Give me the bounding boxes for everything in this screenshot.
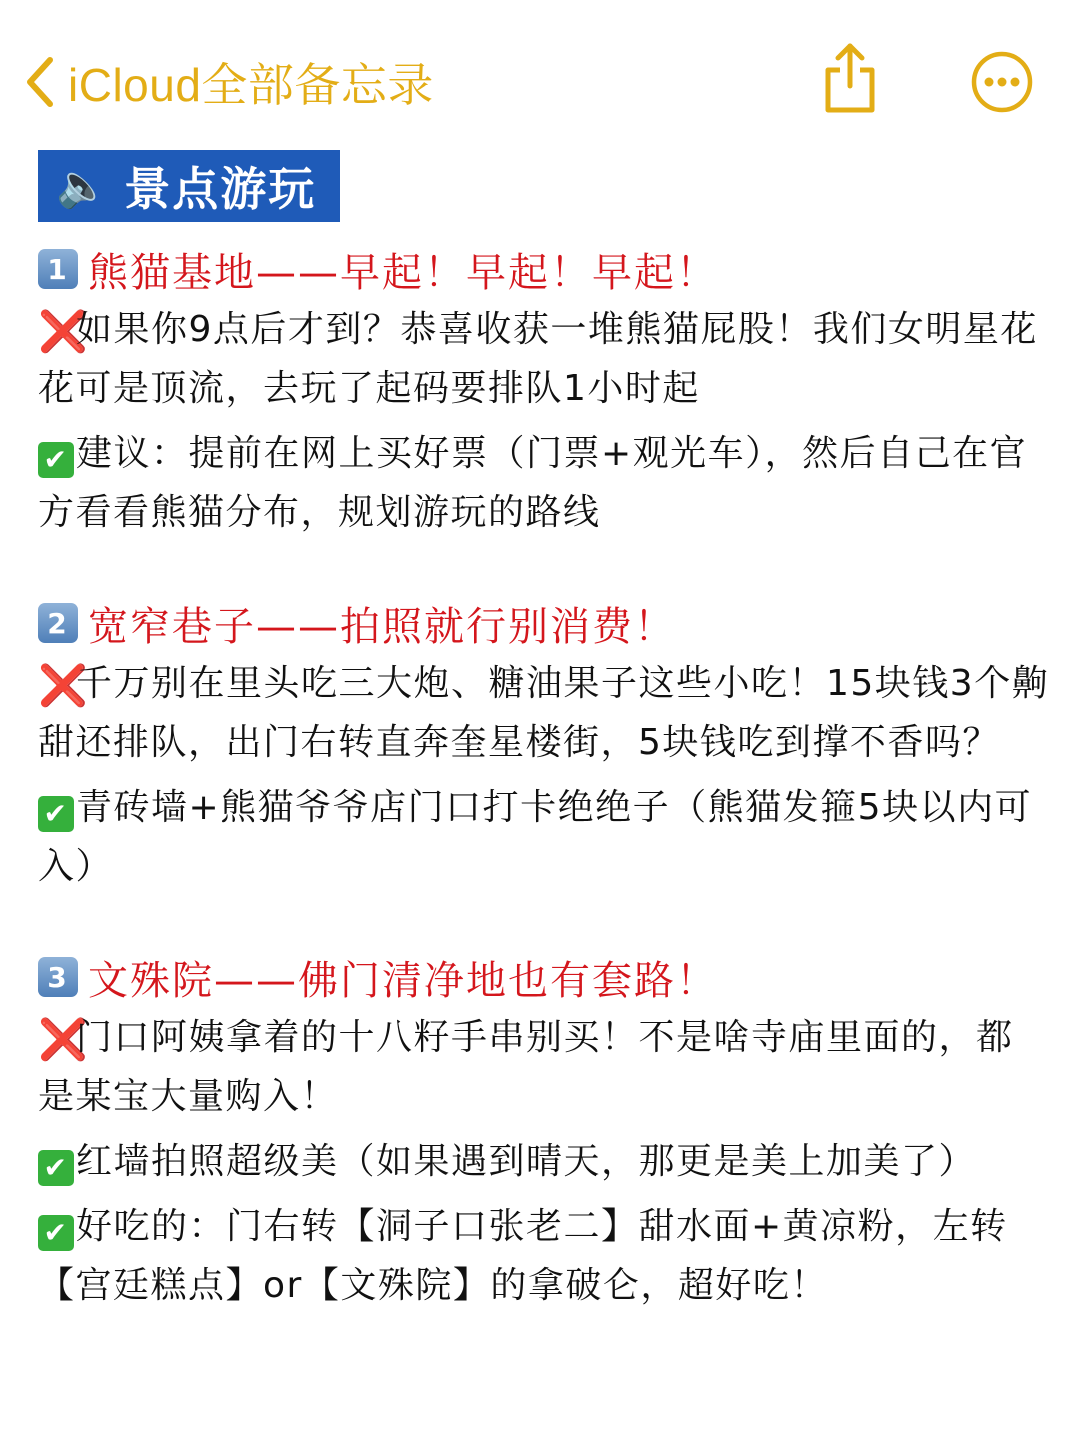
- number-keycap-icon: 1: [38, 249, 78, 289]
- check-mark-icon: ✔: [38, 1215, 74, 1251]
- paragraph-text: 如果你9点后才到？恭喜收获一堆熊猫屁股！我们女明星花花可是顶流，去玩了起码要排队1小时起: [38, 309, 1038, 409]
- attraction-title-text: 熊猫基地——早起！早起！早起！: [88, 249, 718, 296]
- chevron-left-icon: [22, 52, 58, 112]
- tip-paragraph: [38, 778, 1050, 896]
- warning-paragraph: [38, 1008, 1050, 1126]
- attraction-title: [38, 948, 1050, 1006]
- cross-mark-icon: ❌: [38, 309, 90, 355]
- cross-mark-icon: ❌: [38, 663, 90, 709]
- check-mark-icon: ✔: [38, 796, 74, 832]
- more-options-icon[interactable]: [970, 50, 1034, 114]
- section-banner: [38, 150, 340, 222]
- number-keycap-icon: 3: [38, 957, 78, 997]
- attraction-item: [38, 948, 1050, 1315]
- paragraph-text: 青砖墙+熊猫爷爷店门口打卡绝绝子（熊猫发箍5块以内可入）: [38, 787, 1033, 887]
- attraction-item: [38, 594, 1050, 896]
- paragraph-text: 建议：提前在网上买好票（门票+观光车），然后自己在官方看看熊猫分布，规划游玩的路线: [38, 433, 1028, 533]
- tip-paragraph: [38, 1197, 1050, 1315]
- paragraph-text: 好吃的：门右转【洞子口张老二】甜水面+黄凉粉，左转【宫廷糕点】or【文殊院】的拿破仑，超好吃！: [38, 1206, 1008, 1306]
- attraction-item: [38, 240, 1050, 542]
- tip-paragraph: [38, 424, 1050, 542]
- share-icon[interactable]: [818, 40, 882, 116]
- tip-paragraph: [38, 1132, 1050, 1191]
- attraction-title: [38, 594, 1050, 652]
- attraction-title-text: 文殊院——佛门清净地也有套路！: [88, 957, 718, 1004]
- attraction-title-text: 宽窄巷子——拍照就行别消费！: [88, 603, 676, 650]
- back-button[interactable]: [22, 52, 434, 112]
- paragraph-text: 门口阿姨拿着的十八籽手串别买！不是啥寺庙里面的，都是某宝大量购入！: [38, 1017, 1014, 1117]
- check-mark-icon: ✔: [38, 442, 74, 478]
- note-body[interactable]: [38, 150, 1050, 1315]
- attraction-title: [38, 240, 1050, 298]
- nav-bar: [0, 0, 1080, 140]
- cross-mark-icon: ❌: [38, 1017, 90, 1063]
- warning-paragraph: [38, 654, 1050, 772]
- paragraph-text: 红墙拍照超级美（如果遇到晴天，那更是美上加美了）: [76, 1141, 977, 1182]
- warning-paragraph: [38, 300, 1050, 418]
- paragraph-text: 千万别在里头吃三大炮、糖油果子这些小吃！15块钱3个齁甜还排队，出门右转直奔奎星楼街，5块钱吃到撑不香吗？: [38, 663, 1050, 763]
- speaker-icon: 🔈: [56, 161, 111, 210]
- back-label: iCloud全部备忘录: [68, 59, 434, 111]
- check-mark-icon: ✔: [38, 1150, 74, 1186]
- number-keycap-icon: 2: [38, 603, 78, 643]
- attraction-list: [38, 240, 1050, 1315]
- section-title: 景点游玩: [124, 162, 317, 216]
